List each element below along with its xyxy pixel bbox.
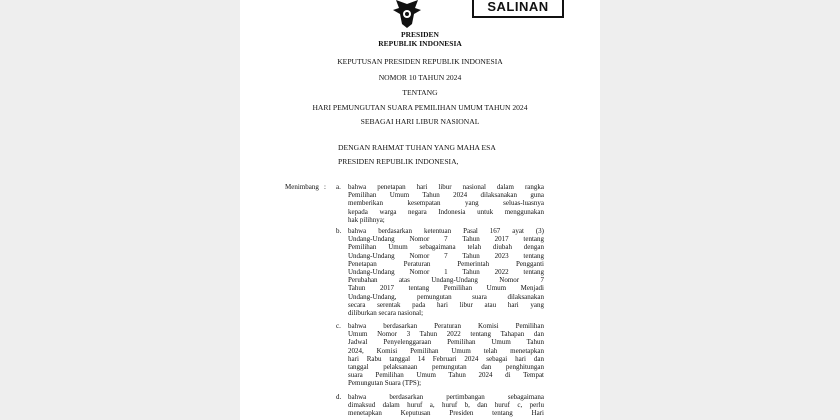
item-line: Jadwal Penyelenggaraan Pemilihan Umum Tahun <box>348 338 544 347</box>
item-line: Undang-Undang Nomor 7 Tahun 2017 tentang <box>348 235 544 244</box>
item-line: Pemilihan Umum Tahun 2024 dilaksanakan guna <box>348 191 544 200</box>
left-margin-panel <box>0 0 240 420</box>
item-line: menetapkan Keputusan Presiden tentang Hari <box>348 409 544 418</box>
item-line: suara Pemilihan Umum Tahun 2024 di Tempat <box>348 371 544 380</box>
item-line: kepada warga negara Indonesia untuk menggunakan <box>348 207 544 216</box>
item-line: Umum Nomor 3 Tahun 2022 tentang Tahapan dan <box>348 330 544 339</box>
item-line: diliburkan secara nasional; <box>348 309 424 318</box>
item-line: Undang-Undang, pemungutan suara dilaksanakan <box>348 292 544 301</box>
list-item <box>348 322 544 388</box>
item-line: 2024, Komisi Pemilihan Umum telah menetapkan <box>348 346 544 355</box>
document-page <box>240 0 600 420</box>
decree-number: NOMOR 10 TAHUN 2024 <box>378 73 462 82</box>
section-colon: : <box>324 183 326 191</box>
item-line: Tahun 2017 tentang Pemilihan Umum Menjadi <box>348 284 544 293</box>
item-line: hari Rabu tanggal 14 Februari 2024 sebagai hari dan <box>348 354 544 363</box>
opening-phrase: DENGAN RAHMAT TUHAN YANG MAHA ESA <box>338 143 496 152</box>
item-line: memberikan kesempatan yang seluas-luasnya <box>348 199 544 208</box>
item-line: Perubahan atas Undang-Undang Nomor 7 <box>348 276 544 285</box>
list-marker: c. <box>336 322 341 330</box>
list-item <box>348 393 544 418</box>
item-line: Pemilihan Umum sebagaimana telah diubah dengan <box>348 243 544 252</box>
decree-subject-continued: SEBAGAI HARI LIBUR NASIONAL <box>360 117 480 126</box>
issuer-line: PRESIDEN REPUBLIK INDONESIA, <box>338 157 459 166</box>
item-line: tanggal pelaksanaan pemungutan dan penghitungan <box>348 363 544 372</box>
list-marker: d. <box>336 393 342 401</box>
decree-subject: HARI PEMUNGUTAN SUARA PEMILIHAN UMUM TAHUN 2024 <box>312 103 528 112</box>
item-line: bahwa berdasarkan pertimbangan sebagaimana <box>348 393 544 401</box>
list-item <box>348 227 544 317</box>
salinan-stamp: SALINAN <box>472 0 564 18</box>
garuda-emblem-icon <box>390 0 424 28</box>
item-line: dimaksud dalam huruf a, huruf b, dan huruf c, perlu <box>348 401 544 410</box>
right-margin-panel <box>600 0 840 420</box>
item-line: Undang-Undang Nomor 1 Tahun 2022 tentang <box>348 268 544 277</box>
list-marker: a. <box>336 183 341 191</box>
item-line: Undang-Undang Nomor 7 Tahun 2023 tentang <box>348 251 544 260</box>
item-line: bahwa berdasarkan Peraturan Komisi Pemilihan <box>348 322 544 330</box>
institution-subname: REPUBLIK INDONESIA <box>378 39 462 48</box>
item-line: bahwa penetapan hari libur nasional dalam rangka <box>348 183 544 191</box>
institution-name: PRESIDEN <box>401 30 439 39</box>
section-label: Menimbang <box>285 183 319 191</box>
decree-title: KEPUTUSAN PRESIDEN REPUBLIK INDONESIA <box>337 57 503 66</box>
decree-about: TENTANG <box>402 88 438 97</box>
list-item <box>348 183 544 224</box>
item-line: bahwa berdasarkan ketentuan Pasal 167 ayat (3) <box>348 227 544 235</box>
item-line: Pemungutan Suara (TPS); <box>348 379 422 388</box>
list-marker: b. <box>336 227 342 235</box>
item-line: secara serentak pada hari libur atau hari yang <box>348 300 544 309</box>
item-line: Penetapan Peraturan Pemerintah Pengganti <box>348 259 544 268</box>
item-line: hak pilihnya; <box>348 215 385 224</box>
